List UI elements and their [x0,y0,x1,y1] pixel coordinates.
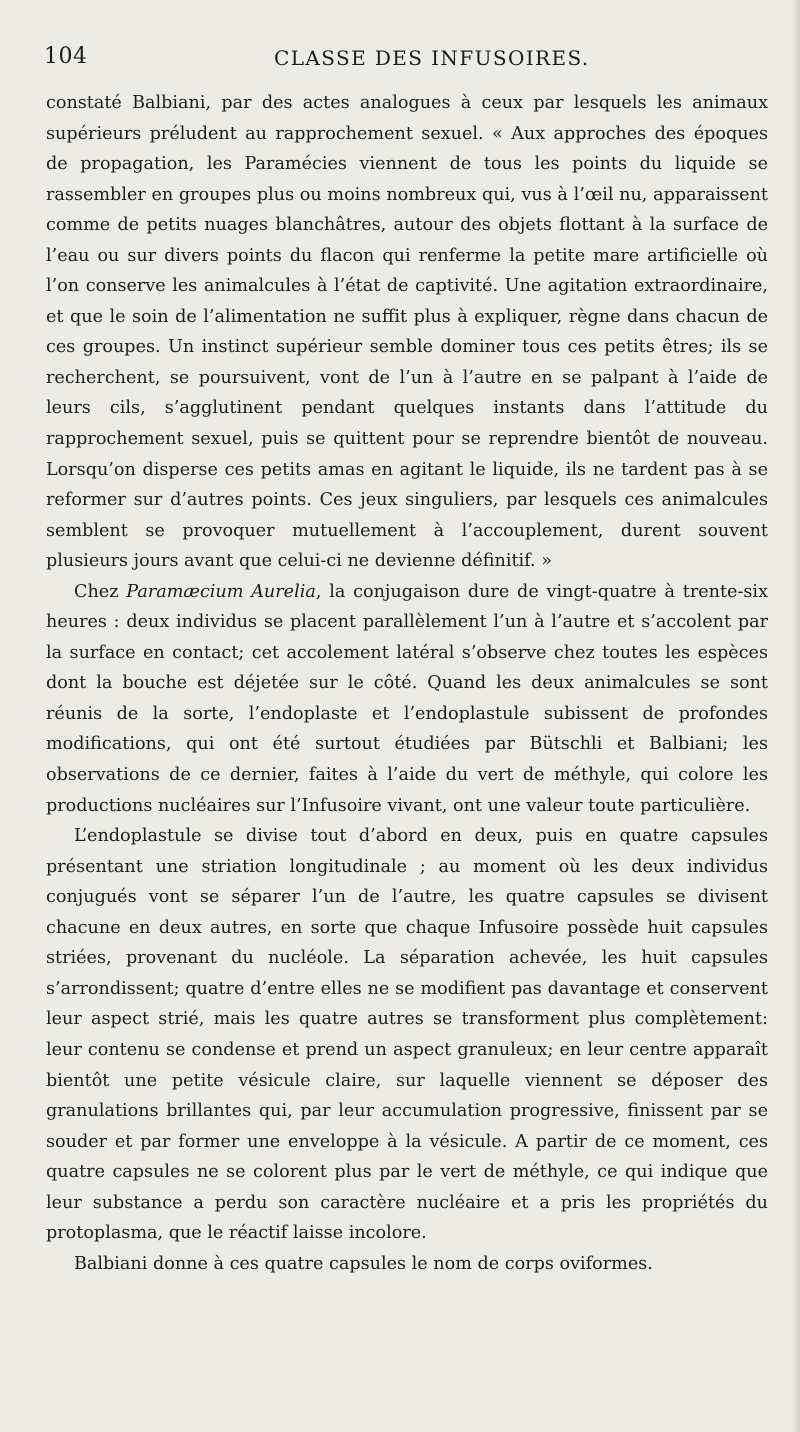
page-header [44,38,764,78]
paragraph-3: L’endoplastule se divise tout d’abord en deux, puis en quatre capsules présentant une striation longitudinale ; au moment où les deux individus conjugués vont se séparer l’un de l’autre, les quatre capsules se divisent chacune en deux autres, en sorte que chaque Infusoire possède huit capsules striées, provenant du nucléole. La séparation achevée, les huit capsules s’arrondissent; quatre d’entre elles ne se modifient pas davantage et conservent leur aspect strié, mais les quatre autres se transforment plus complètement: leur contenu se condense et prend un aspect granuleux; en leur centre apparaît bientôt une petite vésicule claire, sur laquelle viennent se déposer des granulations brillantes qui, par leur accumulation progressive, finissent par se souder et par former une enveloppe à la vésicule. A partir de ce moment, ces quatre capsules ne se colorent plus par le vert de méthyle, ce qui indique que leur substance a perdu son caractère nucléaire et a pris les propriétés du protoplasma, que le réactif laisse incolore. [46,826,768,1244]
running-head: CLASSE DES INFUSOIRES. [274,46,590,70]
paragraph-2-lead: Chez [74,581,127,602]
paragraph-2 [46,577,768,821]
paragraph-4: Balbiani donne à ces quatre capsules le nom de corps oviformes. [74,1253,653,1274]
paragraph-2-text: , la conjugaison dure de vingt-quatre à trente-six heures : deux individus se placent parallèlement l’un à l’autre et s’accolent par la surface en contact; cet accolement latéral s’observe chez toutes les espèces dont la bouche est déjetée sur le côté. Quand les deux animalcules se sont réunis de la sorte, l’endoplaste et l’endoplastule subissent de profondes modifications, qui ont été surtout étudiées par Bütschli et Balbiani; les observations de ce dernier, faites à l’aide du vert de méthyle, qui colore les productions nucléaires sur l’Infusoire vivant, ont une valeur toute particulière. [46,581,768,816]
body-text [46,88,768,1279]
page-number: 104 [44,44,88,69]
paragraph-1: constaté Balbiani, par des actes analogues à ceux par lesquels les animaux supérieurs préludent au rapprochement sexuel. « Aux approches des époques de propagation, les Paramécies viennent de tous les points du liquide se rassembler en groupes plus ou moins nombreux qui, vus à l’œil nu, apparaissent comme de petits nuages blanchâtres, autour des objets flottant à la surface de l’eau ou sur divers points du flacon qui renferme la petite mare artificielle où l’on conserve les animalcules à l’état de captivité. Une agitation extraordinaire, et que le soin de l’alimentation ne suffit plus à expliquer, règne dans chacun de ces groupes. Un instinct supérieur semble dominer tous ces petits êtres; ils se recherchent, se poursuivent, vont de l’un à l’autre en se palpant à l’aide de leurs cils, s’agglutinent pendant quelques instants dans l’attitude du rapprochement sexuel, puis se quittent pour se reprendre bientôt de nouveau. Lorsqu’on disperse ces petits amas en agitant le liquide, ils ne tardent pas à se reformer sur d’autres points. Ces jeux singuliers, par lesquels ces animalcules semblent se provoquer mutuellement à l’accouplement, durent souvent plusieurs jours avant que celui-ci ne devienne définitif. » [46,93,768,572]
taxon-name: Paramæcium Aurelia [126,581,316,602]
